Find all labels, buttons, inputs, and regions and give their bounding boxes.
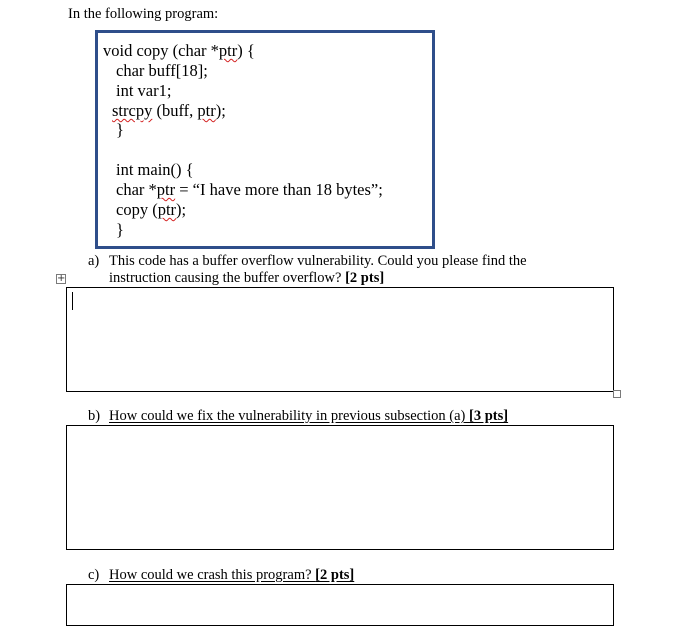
question-a-line1: This code has a buffer overflow vulnerability. Could you please find the (109, 253, 527, 269)
code-text: ) { (237, 41, 255, 60)
code-line-1 (103, 41, 255, 61)
question-b-text: How could we fix the vulnerability in previous subsection (a) (109, 408, 470, 424)
resize-handle-icon[interactable] (613, 390, 621, 398)
question-c-line (109, 567, 354, 584)
code-line-4 (112, 101, 226, 121)
question-b-line (109, 408, 508, 425)
spellcheck-word: ptr (197, 101, 216, 120)
code-line-9: } (116, 220, 124, 239)
spellcheck-word: ptr (218, 41, 238, 60)
code-line-8 (116, 200, 186, 220)
move-handle-icon[interactable]: + (57, 273, 66, 284)
spellcheck-word: ptr (157, 200, 177, 219)
spellcheck-word: ptr (156, 180, 176, 199)
code-line-3: int var1; (116, 81, 172, 100)
code-text: char * (116, 180, 157, 199)
question-b-marker: b) (88, 408, 101, 424)
code-line-7 (116, 180, 383, 200)
question-a-line2 (109, 270, 384, 287)
spellcheck-word: strcpy (112, 101, 153, 120)
code-line-5: } (116, 120, 124, 139)
question-a-points: [2 pts] (345, 270, 385, 286)
question-c-points: [2 pts] (315, 567, 355, 583)
answer-box-a[interactable] (66, 287, 614, 392)
code-line-2: char buff[18]; (116, 61, 208, 80)
code-text: ); (215, 101, 226, 120)
code-line-6: int main() { (116, 160, 194, 179)
question-c-marker: c) (88, 567, 100, 583)
question-a-marker: a) (88, 253, 100, 269)
code-text: ); (176, 200, 187, 219)
code-text: void copy (char * (103, 41, 219, 60)
text-cursor (72, 292, 73, 310)
code-box (95, 30, 435, 249)
question-b-points: [3 pts] (469, 408, 509, 424)
intro-text: In the following program: (68, 6, 219, 22)
question-a-text: instruction causing the buffer overflow? (109, 270, 346, 286)
question-c-text: How could we crash this program? (109, 567, 316, 583)
code-text: (buff, (152, 101, 198, 120)
answer-box-c[interactable] (66, 584, 614, 626)
code-text: copy ( (116, 200, 158, 219)
answer-box-b[interactable] (66, 425, 614, 550)
code-text: = “I have more than 18 bytes”; (175, 180, 383, 199)
